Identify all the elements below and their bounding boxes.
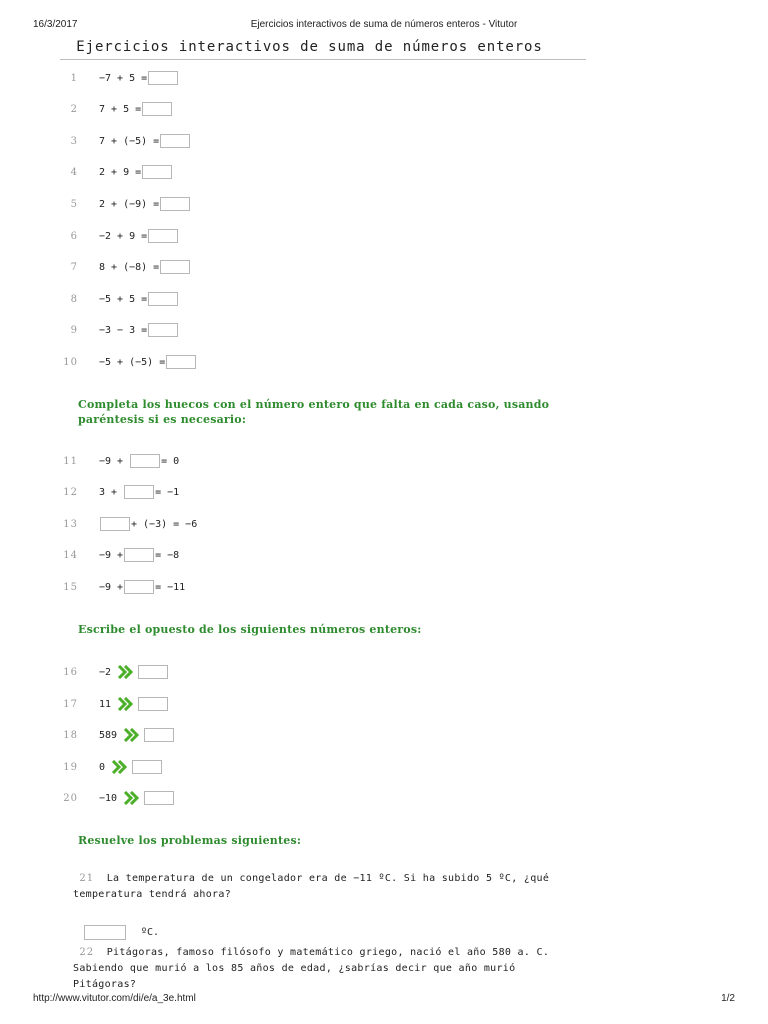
print-page-number: 1/2: [721, 993, 735, 1004]
expression-after: + (−3) = −6: [131, 518, 198, 530]
problem-statement: [73, 945, 573, 993]
answer-input[interactable]: [144, 728, 174, 742]
answer-input[interactable]: [160, 197, 190, 211]
answer-input[interactable]: [124, 485, 154, 499]
exercise-number: 15: [63, 581, 78, 593]
answer-input[interactable]: [124, 580, 154, 594]
exercise-number: 11: [63, 455, 78, 467]
double-chevron-right-icon: [117, 697, 133, 711]
exercise-number: 4: [70, 166, 78, 178]
answer-input[interactable]: [132, 760, 162, 774]
problem-text: La temperatura de un congelador era de −11 ºC. Si ha subido 5 ºC, ¿qué: [106, 873, 550, 884]
page-title: Ejercicios interactivos de suma de números enteros: [76, 39, 543, 55]
answer-input[interactable]: [138, 665, 168, 679]
exercise-number: 8: [70, 293, 78, 305]
problem-line: temperatura tendrá ahora?: [73, 889, 232, 900]
exercise-expression: 7 + 5 =: [99, 103, 142, 115]
problem-number: 22: [79, 947, 95, 958]
exercise-number: 3: [70, 135, 78, 147]
expression-before: −9 +: [99, 581, 124, 593]
answer-input[interactable]: [160, 134, 190, 148]
double-chevron-right-icon: [123, 728, 139, 742]
print-url: http://www.vitutor.com/di/e/a_3e.html: [33, 993, 196, 1004]
problem-line: Pitágoras?: [73, 979, 137, 990]
problem-line: [73, 945, 573, 961]
exercise-number: 1: [70, 72, 78, 84]
double-chevron-right-icon: [123, 791, 139, 805]
exercise-number: 20: [63, 792, 78, 804]
answer-input[interactable]: [138, 697, 168, 711]
answer-input[interactable]: [160, 260, 190, 274]
section-heading-fill: [78, 397, 549, 427]
expression-before: −9 +: [99, 455, 130, 467]
answer-input[interactable]: [166, 355, 196, 369]
answer-input[interactable]: [130, 454, 160, 468]
exercise-number: 5: [70, 198, 78, 210]
answer-input[interactable]: [84, 925, 126, 940]
exercise-expression: 2 + (−9) =: [99, 198, 160, 210]
print-page-title: Ejercicios interactivos de suma de números enteros - Vitutor: [250, 19, 518, 30]
exercise-number: 12: [63, 486, 78, 498]
expression-after: = −11: [155, 581, 186, 593]
exercise-expression: −5 + 5 =: [99, 293, 148, 305]
expression-after: = −8: [155, 549, 180, 561]
exercise-expression: −3 − 3 =: [99, 324, 148, 336]
answer-input[interactable]: [142, 102, 172, 116]
double-chevron-right-icon: [111, 760, 127, 774]
section-heading-line: paréntesis si es necesario:: [78, 413, 247, 426]
problem-number: 21: [79, 873, 95, 884]
title-divider: [60, 59, 586, 60]
exercise-number: 19: [63, 761, 78, 773]
double-chevron-right-icon: [117, 665, 133, 679]
section-heading-opposite: Escribe el opuesto de los siguientes números enteros:: [78, 623, 422, 636]
exercise-expression: −7 + 5 =: [99, 72, 148, 84]
expression-after: = 0: [161, 455, 180, 467]
print-date: 16/3/2017: [33, 19, 78, 30]
integer-value: −10: [99, 792, 118, 804]
problem-answer-row: [83, 924, 159, 940]
section-heading-line: Completa los huecos con el número entero que falta en cada caso, usando: [78, 398, 550, 411]
answer-input[interactable]: [148, 323, 178, 337]
answer-input[interactable]: [148, 292, 178, 306]
unit-label: ºC.: [141, 926, 160, 938]
exercise-expression: −5 + (−5) =: [99, 356, 166, 368]
exercise-expression: 8 + (−8) =: [99, 261, 160, 273]
problem-line: Sabiendo que murió a los 85 años de edad, ¿sabrías decir que año murió: [73, 963, 516, 974]
expression-after: = −1: [155, 486, 180, 498]
exercise-number: 18: [63, 729, 78, 741]
exercise-number: 13: [63, 518, 78, 530]
integer-value: 589: [99, 729, 118, 741]
exercise-number: 17: [63, 698, 78, 710]
exercise-number: 6: [70, 230, 78, 242]
exercise-number: 10: [63, 356, 78, 368]
problem-statement: [73, 871, 573, 903]
answer-input[interactable]: [148, 229, 178, 243]
exercise-expression: −2 + 9 =: [99, 230, 148, 242]
exercise-number: 16: [63, 666, 78, 678]
problem-text: Pitágoras, famoso filósofo y matemático griego, nació el año 580 a. C.: [106, 947, 550, 958]
integer-value: −2: [99, 666, 112, 678]
answer-input[interactable]: [142, 165, 172, 179]
answer-input[interactable]: [148, 71, 178, 85]
exercise-expression: 7 + (−5) =: [99, 135, 160, 147]
section-heading-problems: Resuelve los problemas siguientes:: [78, 834, 302, 847]
exercise-number: 14: [63, 549, 78, 561]
answer-input[interactable]: [124, 548, 154, 562]
exercise-number: 7: [70, 261, 78, 273]
exercise-expression: 2 + 9 =: [99, 166, 142, 178]
problem-line: [73, 871, 573, 887]
answer-input[interactable]: [144, 791, 174, 805]
expression-before: −9 +: [99, 549, 124, 561]
exercise-number: 2: [70, 103, 78, 115]
expression-before: 3 +: [99, 486, 124, 498]
integer-value: 11: [99, 698, 112, 710]
answer-input[interactable]: [100, 517, 130, 531]
integer-value: 0: [99, 761, 106, 773]
exercise-number: 9: [70, 324, 78, 336]
